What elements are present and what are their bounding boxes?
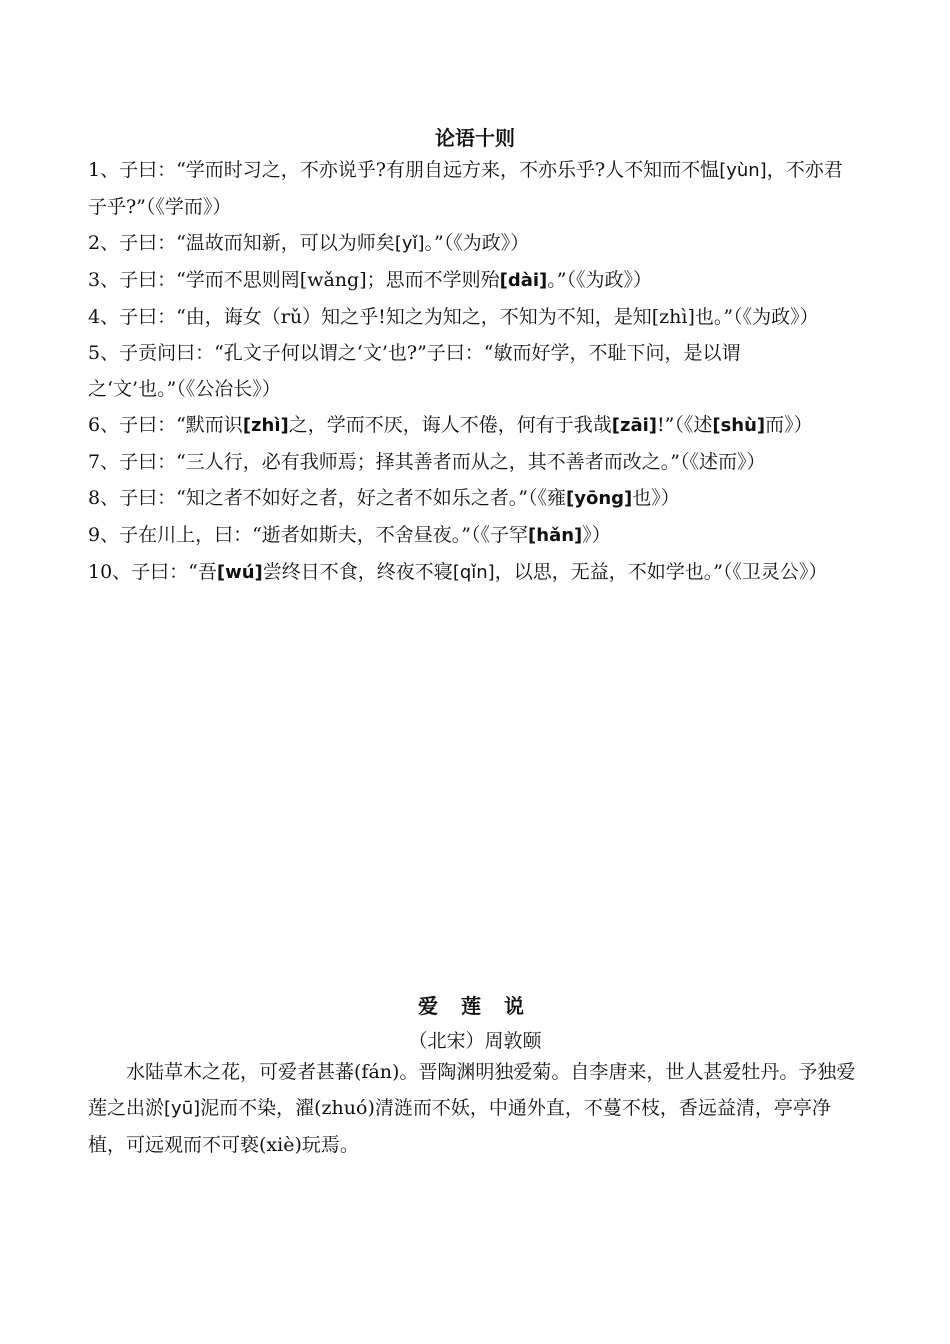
text: 4、子曰：“由，诲女（rǔ）知之乎!知之为知之，不知为不知，是知[zhì]也。”（《为政》）	[88, 306, 819, 328]
lunyu-item-7	[88, 444, 848, 480]
ailian-title: 爱 莲 说	[418, 994, 532, 1018]
lunyu-list	[88, 152, 848, 591]
text: 》）	[582, 524, 611, 546]
text: 2、子曰：“温故而知新，可以为师矣	[88, 232, 395, 254]
text: ，不亦君子乎?”（《学而》）	[88, 159, 843, 218]
pinyin-annotation: [hǎn]	[528, 525, 583, 546]
text: 而》）	[765, 414, 813, 436]
text: 。”（《为政》）	[547, 269, 652, 291]
pinyin-annotation: [yū]	[164, 1098, 201, 1119]
pinyin-annotation: [yǐ]	[394, 233, 425, 254]
text: 水陆草木之花，可爱者甚蕃(fán)。晋陶渊明独爱菊。自李唐来，世人甚爱牡丹。予独爱莲之出淤	[88, 1061, 856, 1119]
lunyu-item-1	[88, 152, 848, 225]
text: 尝终日不食，终夜不寝	[262, 561, 453, 583]
ailian-author: （北宋）周敦颐	[408, 1030, 542, 1052]
text: 7、子曰：“三人行，必有我师焉；择其善者而从之，其不善者而改之。”（《述而》）	[88, 451, 766, 473]
text: 之，学而不厌，诲人不倦，何有于我哉	[288, 414, 612, 436]
text: ，以思，无益，不如学也。”（《卫灵公》）	[494, 561, 828, 583]
pinyin-annotation: [wú]	[216, 562, 263, 583]
text: 9、子在川上，曰：“逝者如斯夫，不舍昼夜。”（《子罕	[88, 524, 529, 546]
pinyin-annotation: [shù]	[712, 415, 766, 436]
ailian-paragraph	[88, 1054, 863, 1163]
lunyu-item-9	[88, 517, 848, 554]
lunyu-item-10	[88, 554, 848, 591]
text: 。”（《为政》）	[424, 232, 530, 254]
text: 1、子曰：“学而时习之，不亦说乎?有朋自远方来，不亦乐乎?人不知而不愠	[88, 159, 720, 181]
text: 8、子曰：“知之者不如好之者，好之者不如乐之者。”（《雍	[88, 487, 567, 509]
text: 5、子贡问曰：“孔文子何以谓之‘文’也?”子曰：“敏而好学，不耻下问，是以谓之‘文’也。”（《公冶长》）	[88, 342, 741, 400]
lunyu-title: 论语十则	[435, 126, 515, 150]
text: 也》）	[632, 487, 680, 509]
lunyu-item-3	[88, 262, 848, 299]
lunyu-item-5	[88, 335, 848, 407]
text: 3、子曰：“学而不思则罔[wǎng]；思而不学则殆	[88, 269, 500, 291]
text: 10、子曰：“吾	[88, 561, 217, 583]
text: 6、子曰：“默而识	[88, 414, 243, 436]
lunyu-item-6	[88, 407, 848, 444]
pinyin-annotation: [yùn]	[719, 160, 767, 181]
pinyin-annotation: [zhì]	[242, 415, 289, 436]
pinyin-annotation: [yōng]	[566, 488, 633, 509]
pinyin-annotation: [dài]	[499, 270, 548, 291]
text: 泥而不染，濯(zhuó)清涟而不妖，中通外直，不蔓不枝，香远益清，亭亭净植，可远观而不可亵(xiè)玩焉。	[88, 1097, 831, 1156]
text: !”（《述	[657, 414, 713, 436]
pinyin-annotation: [qǐn]	[452, 562, 495, 583]
pinyin-annotation: [zāi]	[611, 415, 657, 436]
lunyu-item-2	[88, 225, 848, 262]
lunyu-item-4	[88, 299, 848, 335]
lunyu-item-8	[88, 480, 848, 517]
